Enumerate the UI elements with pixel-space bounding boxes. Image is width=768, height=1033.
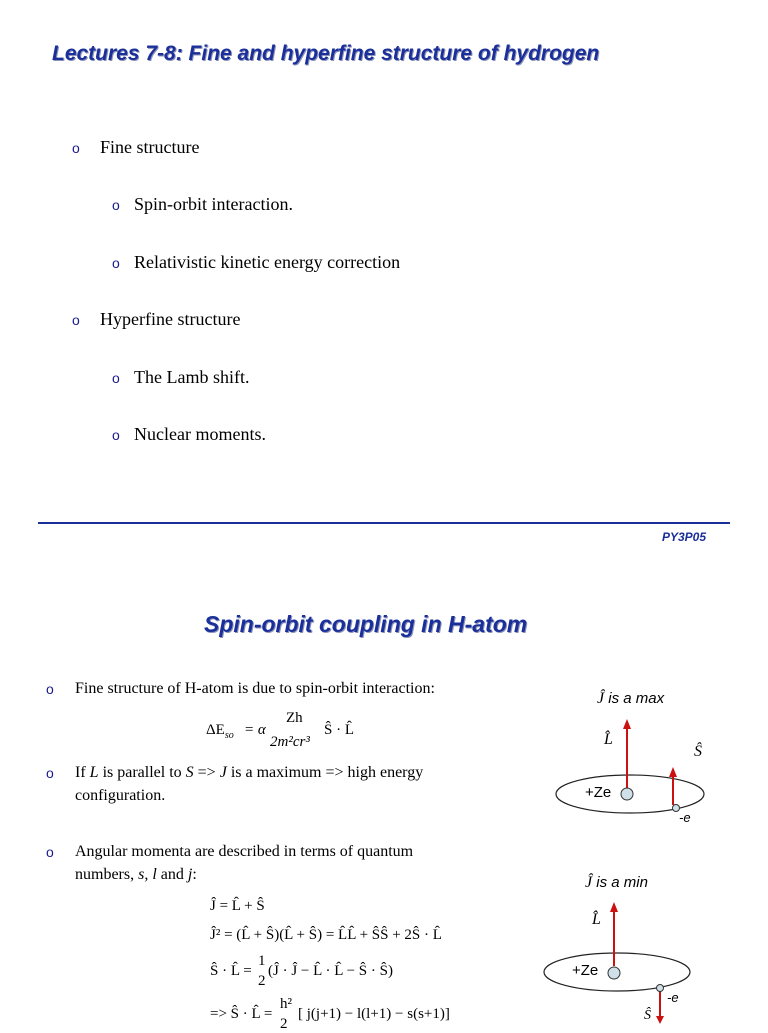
text-segment: Angular momenta are described in terms of quantum xyxy=(75,843,414,860)
bullet-marker: o xyxy=(46,681,54,697)
spin-orbit-equation xyxy=(206,708,366,754)
text-segment: : xyxy=(192,866,197,883)
j-symbol: Ĵ xyxy=(585,874,593,891)
eq-numerator: Zh xyxy=(286,710,303,726)
label-l: L̂ xyxy=(604,731,613,748)
eq-part: Ŝ · L̂ = xyxy=(210,963,252,979)
label-electron: -e xyxy=(667,990,679,1005)
label-s: Ŝ xyxy=(644,1008,651,1023)
list-item: Nuclear moments. xyxy=(134,424,266,444)
list-item: Hyperfine structure xyxy=(100,309,241,329)
s-arrow-head xyxy=(656,1016,664,1024)
text-segment: and xyxy=(156,866,188,883)
nucleus xyxy=(621,788,633,800)
eq-denominator: 2m²cr³ xyxy=(270,734,310,750)
eq-denominator: 2 xyxy=(280,1016,288,1032)
eq-subscript: so xyxy=(224,730,234,741)
eq-part: (Ĵ · Ĵ − L̂ · L̂ − Ŝ · Ŝ) xyxy=(268,963,393,979)
eq-delta-e: ΔE xyxy=(206,722,225,738)
diagram-j-min xyxy=(540,868,720,1024)
slide1-title: Lectures 7-8: Fine and hyperfine structure of hydrogen xyxy=(52,42,600,65)
caption-text: is a min xyxy=(592,874,648,891)
footer-rule xyxy=(38,522,730,524)
label-l: L̂ xyxy=(592,911,601,928)
l-arrow-head xyxy=(623,719,631,729)
bullet-text-quantum-numbers xyxy=(75,840,413,886)
text-segment: is parallel to xyxy=(98,764,186,781)
eq-alpha: = α xyxy=(244,722,266,738)
diagram-j-max xyxy=(550,685,720,830)
var-j: J xyxy=(219,764,227,781)
list-item: Fine structure xyxy=(100,137,200,157)
text-segment: is a maximum => high energy xyxy=(226,764,424,781)
slide2-title: Spin-orbit coupling in H-atom xyxy=(204,611,528,637)
footer-code: PY3P05 xyxy=(662,530,707,544)
var-j: j xyxy=(187,866,193,883)
caption-text: is a max xyxy=(604,690,665,707)
eq-part: [ j(j+1) − l(l+1) − s(s+1)] xyxy=(298,1006,450,1022)
label-nucleus: +Ze xyxy=(572,962,599,979)
electron xyxy=(657,985,664,992)
list-item: Spin-orbit interaction. xyxy=(134,194,293,214)
eq-part: => Ŝ · L̂ = xyxy=(210,1006,273,1022)
bullet-marker: o xyxy=(46,844,54,860)
text-segment: If xyxy=(75,764,90,781)
equation-s-dot-l-result xyxy=(210,996,510,1032)
atom-diagram-svg xyxy=(540,868,720,1024)
text-segment: configuration. xyxy=(75,787,166,804)
text-segment: => xyxy=(193,764,220,781)
bullet-marker: o xyxy=(112,255,120,271)
l-arrow-head xyxy=(610,902,618,912)
bullet-text-fine-structure: Fine structure of H-atom is due to spin-orbit interaction: xyxy=(75,680,435,697)
bullet-text-parallel xyxy=(75,761,423,807)
equation-j-squared: Ĵ² = (L̂ + Ŝ)(L̂ + Ŝ) = L̂L̂ + ŜŜ + 2Ŝ · L̂ xyxy=(210,927,442,943)
label-electron: -e xyxy=(679,810,691,825)
eq-denominator: 2 xyxy=(258,973,266,989)
label-s: Ŝ xyxy=(694,743,702,760)
var-l: L xyxy=(89,764,99,781)
var-s: S xyxy=(185,764,194,781)
bullet-marker: o xyxy=(112,197,120,213)
j-symbol: Ĵ xyxy=(597,690,605,707)
eq-numerator: h² xyxy=(280,996,292,1012)
nucleus xyxy=(608,967,620,979)
bullet-marker: o xyxy=(112,370,120,386)
bullet-marker: o xyxy=(112,427,120,443)
eq-s-dot-l: Ŝ · L̂ xyxy=(324,722,354,738)
label-nucleus: +Ze xyxy=(585,784,612,801)
vars-s-l: s, l xyxy=(138,866,157,883)
list-item: The Lamb shift. xyxy=(134,367,250,387)
bullet-marker: o xyxy=(72,140,80,156)
equation-s-dot-l xyxy=(210,953,470,989)
bullet-marker: o xyxy=(46,765,54,781)
eq-numerator: 1 xyxy=(258,953,266,969)
text-segment: numbers, xyxy=(75,866,139,883)
atom-diagram-svg xyxy=(550,685,720,830)
s-arrow-head xyxy=(669,767,677,777)
list-item: Relativistic kinetic energy correction xyxy=(134,252,401,272)
equation-j-sum: Ĵ = L̂ + Ŝ xyxy=(210,898,265,914)
bullet-marker: o xyxy=(72,312,80,328)
